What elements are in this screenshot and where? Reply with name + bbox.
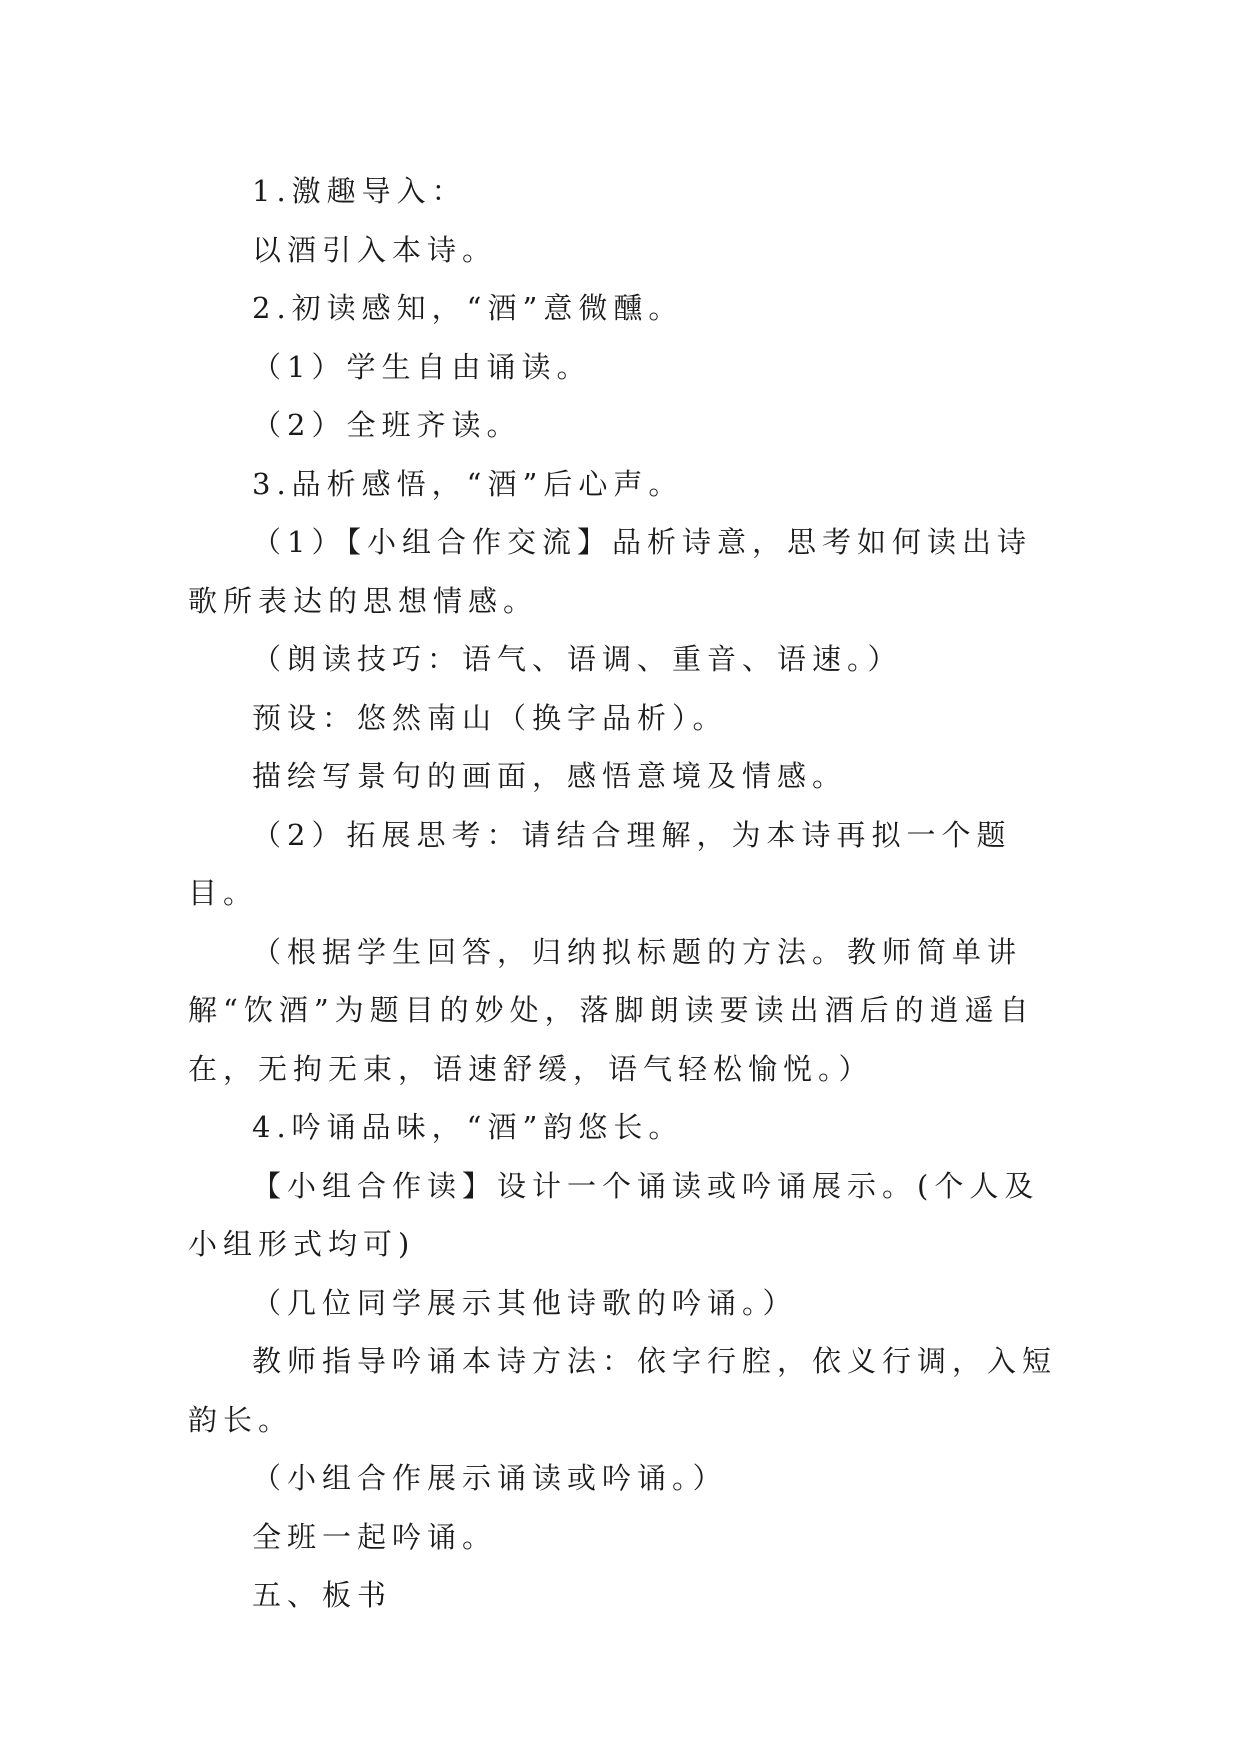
paragraph: 描绘写景句的画面，感悟意境及情感。 [252, 759, 848, 793]
paragraph: 预设：悠然南山（换字品析）。 [252, 700, 728, 735]
paragraph: （1）【小组合作交流】品析诗意，思考如何读出诗歌所表达的思想情感。 [188, 525, 1032, 618]
paragraph: （2）拓展思考：请结合理解，为本诗再拟一个题目。 [188, 817, 1012, 910]
paragraph-first-reading-heading: 2.初读感知，“酒”意微醺。 [252, 291, 684, 325]
paragraph: 以酒引入本诗。 [252, 232, 498, 267]
paragraph: （朗读技巧：语气、语调、重音、语速。） [252, 642, 903, 676]
paragraph: （2）全班齐读。 [252, 408, 522, 442]
paragraph-analysis-heading: 3.品析感悟，“酒”后心声。 [252, 466, 684, 501]
paragraph: 教师指导吟诵本诗方法：依字行腔，依义行调，入短韵长。 [188, 1344, 1058, 1437]
paragraph-intro-heading: 1.激趣导入： [252, 174, 467, 208]
section-heading-blackboard: 五、板书 [252, 1578, 393, 1612]
paragraph: （几位同学展示其他诗歌的吟诵。） [252, 1285, 798, 1320]
paragraph: 全班一起吟诵。 [252, 1519, 498, 1554]
paragraph-chanting-heading: 4.吟诵品味，“酒”韵悠长。 [252, 1110, 684, 1144]
paragraph: （根据学生回答，归纳拟标题的方法。教师简单讲解“饮酒”为题目的妙处，落脚朗读要读出酒后的逍遥自在，无拘无束，语速舒缓，语气轻松愉悦。） [188, 934, 1035, 1086]
paragraph: 【小组合作读】设计一个诵读或吟诵展示。(个人及小组形式均可) [188, 1168, 1040, 1261]
paragraph: （小组合作展示诵读或吟诵。） [252, 1461, 728, 1495]
document-body [188, 162, 1058, 1625]
paragraph: （1）学生自由诵读。 [252, 349, 592, 384]
